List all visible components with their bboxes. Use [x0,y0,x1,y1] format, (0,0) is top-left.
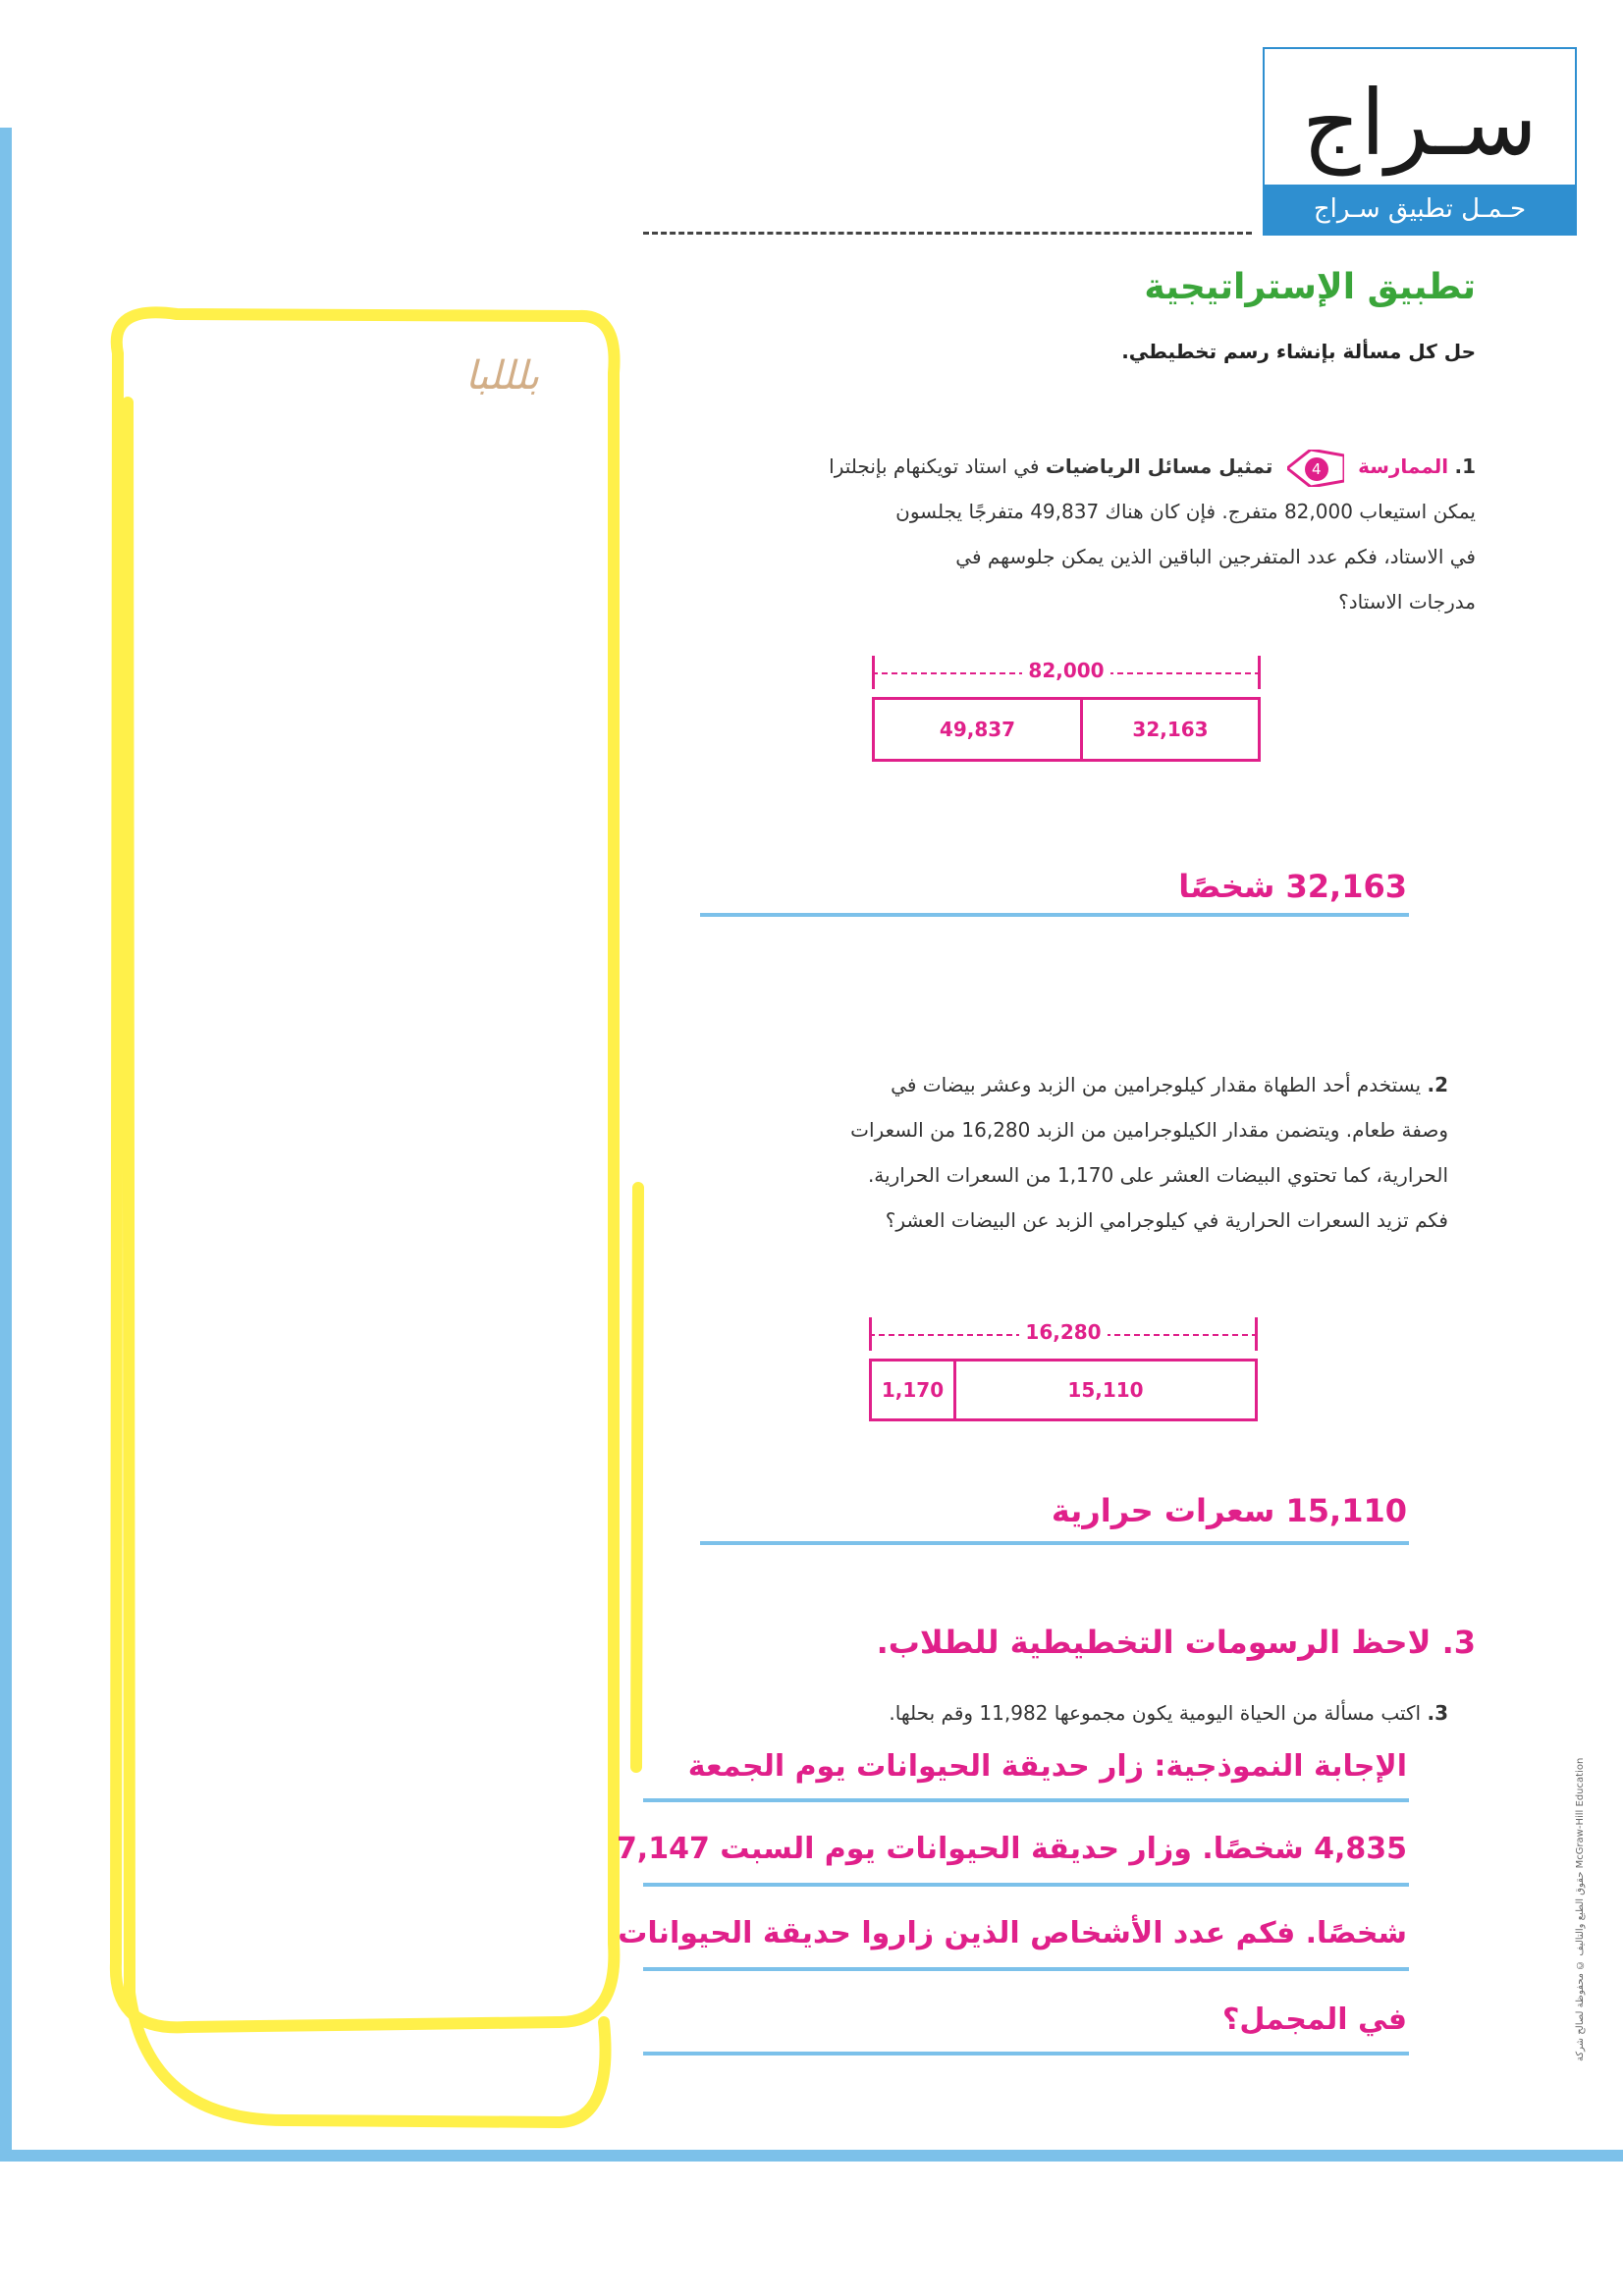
question-3 [663,1690,1448,1735]
answer-3-rule-3 [643,1967,1409,1971]
answer-1: 32,163 شخصًا [1178,868,1407,905]
answer-3-line-2: 4,835 شخصًا. وزار حديقة الحيوانات يوم السبت 7,147 [616,1832,1407,1866]
question-2-line-4: فكم تزيد السعرات الحرارية في كيلوجرامي الزبد عن البيضات العشر؟ [885,1208,1448,1232]
yellow-highlight-annotation [88,294,658,2160]
answer-3-rule-2 [643,1883,1409,1887]
math-term: تمثيل مسائل الرياضيات [1045,454,1273,478]
arrow-badge-icon [1287,450,1344,487]
instruction-text: حل كل مسألة بإنشاء رسم تخطيطي. [1121,340,1476,363]
question-1-text-1: في استاد تويكنهام بإنجلترا [829,454,1040,478]
bar-1-box [872,697,1261,762]
question-1-line-2: يمكن استيعاب 82,000 متفرج. فإن كان هناك 49,837 متفرجًا يجلسون [895,500,1476,523]
bar-2-left-cell: 1,170 [872,1362,956,1418]
question-2-line-2: وصفة طعام. ويتضمن مقدار الكيلوجرامين من الزبد 16,280 من السعرات [850,1118,1448,1142]
bar-2-box [869,1359,1258,1421]
question-2-line-3: الحرارية، كما تحتوي البيضات العشر على 1,170 من السعرات الحرارية. [867,1163,1448,1187]
bar-1-right-cell: 32,163 [1132,718,1209,741]
left-blue-border [0,128,12,2160]
siraj-logo [1263,47,1577,236]
question-1 [661,444,1476,624]
bar-2-right-cell: 15,110 [1067,1378,1144,1402]
question-1-line-4: مدرجات الاستاد؟ [1338,590,1476,614]
logo-tagline: حـمـل تطبيق سـراج [1265,185,1575,234]
answer-3-line-4: في المجمل؟ [1221,2002,1407,2037]
answer-1-line [700,913,1409,917]
answer-3-rule-1 [643,1798,1409,1802]
question-2 [663,1062,1448,1243]
section-heading: تطبيق الإستراتيجية [1144,267,1476,307]
question-1-number: 1. [1454,454,1476,478]
answer-3-line-1: الإجابة النموذجية: زار حديقة الحيوانات يوم الجمعة [687,1749,1407,1784]
question-3-number: 3. [1427,1701,1448,1725]
handwritten-scribble: بلللبا [465,353,540,399]
bar-1-total: 82,000 [1022,659,1109,682]
question-2-number: 2. [1427,1073,1448,1096]
arrow-badge-number: 4 [1305,457,1328,481]
teacher-note-3: 3. لاحظ الرسومات التخطيطية للطلاب. [876,1624,1476,1661]
copyright-side-note: حقوق الطبع والتأليف © محفوظة لصالح شركة McGraw-Hill Education [1575,1757,1586,2061]
question-3-text: اكتب مسألة من الحياة اليومية يكون مجموعها 11,982 وقم بحلها. [889,1701,1422,1725]
bar-1-left-cell: 49,837 [875,700,1083,759]
practice-label: الممارسة [1358,454,1449,478]
answer-2: 15,110 سعرات حرارية [1051,1492,1407,1529]
answer-3-rule-4 [643,2052,1409,2056]
answer-2-line [700,1541,1409,1545]
logo-word: سـراج [1302,70,1538,176]
question-1-line-3: في الاستاد، فكم عدد المتفرجين الباقين الذين يمكن جلوسهم في [955,545,1476,568]
header-dashed-divider [643,232,1252,235]
bar-2-total: 16,280 [1019,1320,1107,1344]
question-1-line-1 [661,444,1476,489]
answer-3-line-3: شخصًا. فكم عدد الأشخاص الذين زاروا حديقة الحيوانات [618,1916,1407,1950]
question-2-line-1: يستخدم أحد الطهاة مقدار كيلوجرامين من الزبد وعشر بيضات في [891,1073,1422,1096]
